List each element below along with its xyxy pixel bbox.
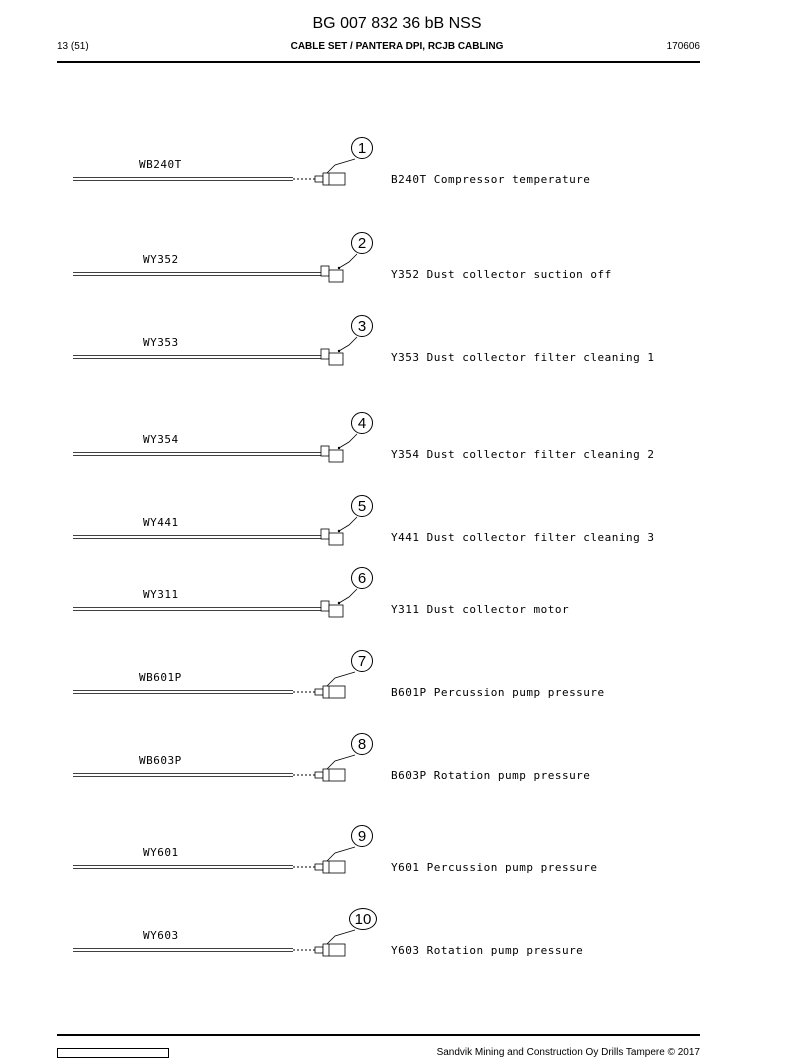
wire-label: WY352 bbox=[143, 253, 179, 266]
document-title: BG 007 832 36 bB NSS bbox=[312, 15, 482, 32]
item-description: Y354 Dust collector filter cleaning 2 bbox=[391, 448, 655, 461]
cable-item bbox=[0, 731, 794, 791]
cable-item bbox=[0, 648, 794, 708]
wire-label: WY441 bbox=[143, 516, 179, 529]
footer-rule bbox=[57, 1034, 700, 1036]
cable-item bbox=[0, 410, 794, 470]
item-number-bubble: 8 bbox=[351, 733, 373, 755]
company-logo bbox=[57, 1048, 169, 1058]
item-description: Y603 Rotation pump pressure bbox=[391, 944, 584, 957]
item-description: B240T Compressor temperature bbox=[391, 173, 591, 186]
item-description: Y353 Dust collector filter cleaning 1 bbox=[391, 351, 655, 364]
item-description: Y352 Dust collector suction off bbox=[391, 268, 612, 281]
cable-item bbox=[0, 313, 794, 373]
wire-label: WY601 bbox=[143, 846, 179, 859]
item-description: Y311 Dust collector motor bbox=[391, 603, 570, 616]
item-description: Y601 Percussion pump pressure bbox=[391, 861, 598, 874]
wire-label: WB601P bbox=[139, 671, 182, 684]
cable-drawing bbox=[73, 248, 373, 288]
wire-label: WY353 bbox=[143, 336, 179, 349]
header-rule bbox=[57, 61, 700, 63]
cable-drawing bbox=[73, 924, 373, 964]
wire-label: WY354 bbox=[143, 433, 179, 446]
cable-drawing bbox=[73, 331, 373, 371]
drawing-title: CABLE SET / PANTERA DPI, RCJB CABLING bbox=[290, 41, 504, 52]
cable-drawing bbox=[73, 511, 373, 551]
item-number-bubble: 7 bbox=[351, 650, 373, 672]
wire-label: WB603P bbox=[139, 754, 182, 767]
item-number-bubble: 3 bbox=[351, 315, 373, 337]
cable-item bbox=[0, 823, 794, 883]
item-number-bubble: 6 bbox=[351, 567, 373, 589]
item-number-bubble: 5 bbox=[351, 495, 373, 517]
item-number-bubble: 1 bbox=[351, 137, 373, 159]
item-description: B601P Percussion pump pressure bbox=[391, 686, 605, 699]
item-description: B603P Rotation pump pressure bbox=[391, 769, 591, 782]
wire-label: WY603 bbox=[143, 929, 179, 942]
cable-drawing bbox=[73, 841, 373, 881]
page-number: 13 (51) bbox=[57, 41, 89, 52]
cable-drawing bbox=[73, 666, 373, 706]
wire-label: WB240T bbox=[139, 158, 182, 171]
item-number-bubble: 10 bbox=[349, 908, 377, 930]
cable-item bbox=[0, 135, 794, 195]
item-number-bubble: 9 bbox=[351, 825, 373, 847]
item-number-bubble: 2 bbox=[351, 232, 373, 254]
item-number-bubble: 4 bbox=[351, 412, 373, 434]
item-description: Y441 Dust collector filter cleaning 3 bbox=[391, 531, 655, 544]
cable-item bbox=[0, 906, 794, 966]
cable-item bbox=[0, 565, 794, 625]
cable-drawing bbox=[73, 153, 373, 193]
cable-drawing bbox=[73, 428, 373, 468]
cable-drawing bbox=[73, 749, 373, 789]
footer-copyright: Sandvik Mining and Construction Oy Drills Tampere © 2017 bbox=[436, 1047, 700, 1058]
cable-item bbox=[0, 230, 794, 290]
wire-label: WY311 bbox=[143, 588, 179, 601]
cable-item bbox=[0, 493, 794, 553]
document-date: 170606 bbox=[666, 41, 700, 52]
cable-drawing bbox=[73, 583, 373, 623]
